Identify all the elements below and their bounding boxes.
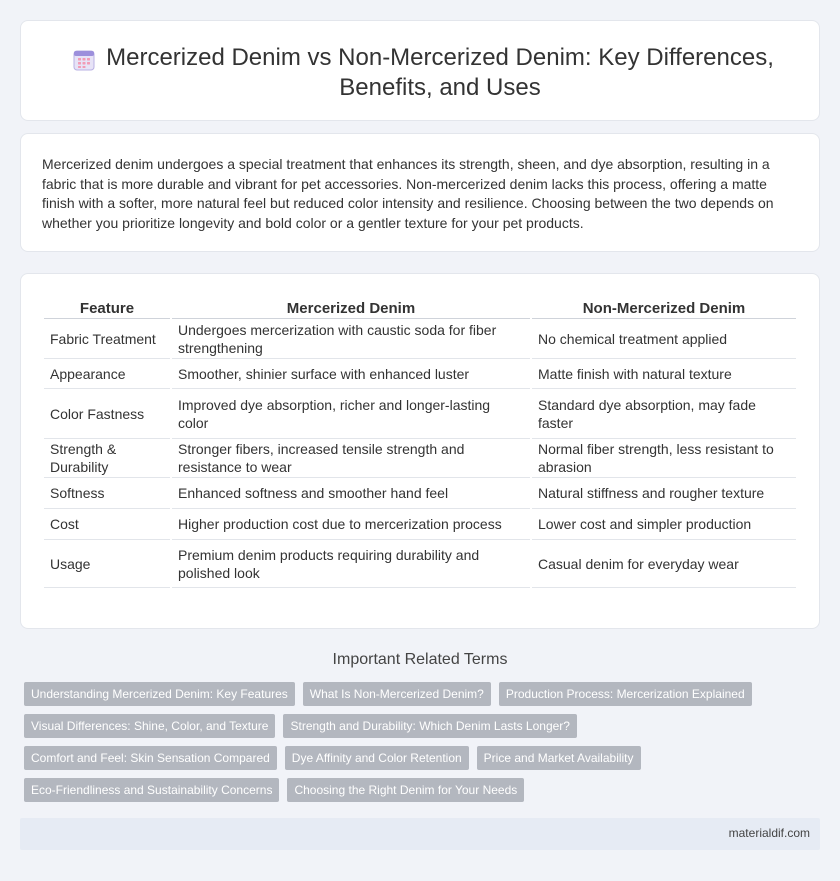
tag-row: [24, 778, 814, 802]
intro-paragraph: Mercerized denim undergoes a special treatment that enhances its strength, sheen, and dye absorption, resulting in a fabric that is more durable and vibrant for pet accessories. Non-mercerized denim lacks this process, offering a matte finish with a softer, more natural feel but reduced color intensity and resilience. Choosing between the two depends on whether you prioritize longevity and bold color or a gentler texture for your pet products.: [42, 156, 774, 231]
table-row: [44, 389, 796, 439]
page-title: Mercerized Denim vs Non-Mercerized Denim: Key Differences, Benefits, and Uses: [106, 44, 774, 101]
table-header-row: [44, 298, 796, 319]
table-row: [44, 478, 796, 509]
mercerized-cell: Enhanced softness and smoother hand feel: [172, 478, 530, 509]
related-tag[interactable]: What Is Non-Mercerized Denim?: [303, 682, 491, 706]
table-row: [44, 359, 796, 389]
related-tag[interactable]: Strength and Durability: Which Denim Lasts Longer?: [283, 714, 576, 738]
footer-site-link[interactable]: materialdif.com: [728, 826, 810, 840]
feature-cell: Softness: [44, 478, 170, 509]
header-mercerized: Mercerized Denim: [172, 298, 530, 319]
header-non-mercerized: Non-Mercerized Denim: [532, 298, 796, 319]
non-mercerized-cell: Standard dye absorption, may fade faster: [532, 389, 796, 439]
feature-cell: Fabric Treatment: [44, 319, 170, 359]
mercerized-cell: Improved dye absorption, richer and longer-lasting color: [172, 389, 530, 439]
feature-cell: Strength & Durability: [44, 439, 170, 478]
mercerized-cell: Stronger fibers, increased tensile strength and resistance to wear: [172, 439, 530, 478]
table-row: [44, 540, 796, 588]
tag-row: [24, 682, 814, 706]
non-mercerized-cell: Normal fiber strength, less resistant to abrasion: [532, 439, 796, 478]
feature-cell: Appearance: [44, 359, 170, 389]
non-mercerized-cell: Natural stiffness and rougher texture: [532, 478, 796, 509]
mercerized-cell: Undergoes mercerization with caustic soda for fiber strengthening: [172, 319, 530, 359]
table-row: [44, 319, 796, 359]
comparison-table: [42, 298, 798, 588]
related-tag[interactable]: Visual Differences: Shine, Color, and Texture: [24, 714, 275, 738]
related-terms-tags: [24, 682, 814, 810]
header-feature: Feature: [44, 298, 170, 319]
related-tag[interactable]: Eco-Friendliness and Sustainability Concerns: [24, 778, 279, 802]
tag-row: [24, 714, 814, 738]
non-mercerized-cell: No chemical treatment applied: [532, 319, 796, 359]
tag-row: [24, 746, 814, 770]
related-tag[interactable]: Understanding Mercerized Denim: Key Features: [24, 682, 295, 706]
non-mercerized-cell: Matte finish with natural texture: [532, 359, 796, 389]
related-tag[interactable]: Price and Market Availability: [477, 746, 641, 770]
related-tag[interactable]: Comfort and Feel: Skin Sensation Compared: [24, 746, 277, 770]
non-mercerized-cell: Casual denim for everyday wear: [532, 540, 796, 588]
feature-cell: Usage: [44, 540, 170, 588]
related-terms-title: Important Related Terms: [332, 651, 508, 668]
footer-bar: [20, 818, 820, 850]
table-row: [44, 439, 796, 478]
mercerized-cell: Premium denim products requiring durability and polished look: [172, 540, 530, 588]
mercerized-cell: Smoother, shinier surface with enhanced luster: [172, 359, 530, 389]
related-tag[interactable]: Production Process: Mercerization Explained: [499, 682, 752, 706]
mercerized-cell: Higher production cost due to mercerization process: [172, 509, 530, 540]
intro-card: [20, 133, 820, 252]
non-mercerized-cell: Lower cost and simpler production: [532, 509, 796, 540]
title-wrap: [21, 43, 819, 103]
feature-cell: Cost: [44, 509, 170, 540]
feature-cell: Color Fastness: [44, 389, 170, 439]
table-row: [44, 509, 796, 540]
related-tag[interactable]: Dye Affinity and Color Retention: [285, 746, 469, 770]
related-tag[interactable]: Choosing the Right Denim for Your Needs: [287, 778, 524, 802]
header-card: [20, 20, 820, 121]
calendar-icon: [71, 47, 97, 73]
comparison-card: [20, 273, 820, 629]
